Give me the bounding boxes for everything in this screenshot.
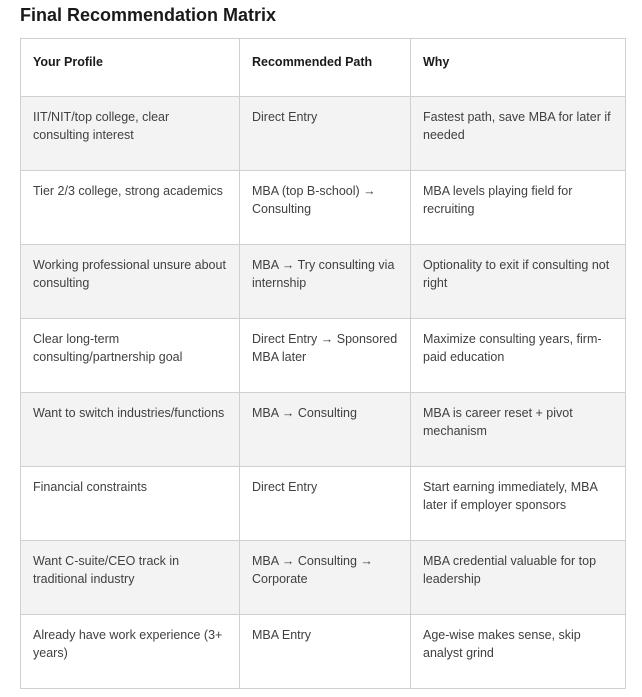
recommended-path-cell: MBA → Consulting <box>240 393 411 467</box>
column-header-why: Why <box>411 39 626 97</box>
why-cell: Fastest path, save MBA for later if needed <box>411 97 626 171</box>
profile-cell: Working professional unsure about consulting <box>21 245 240 319</box>
table-row <box>21 393 626 467</box>
table-row <box>21 171 626 245</box>
why-cell: MBA is career reset + pivot mechanism <box>411 393 626 467</box>
table-body <box>21 97 626 689</box>
column-header-profile: Your Profile <box>21 39 240 97</box>
why-cell: Age-wise makes sense, skip analyst grind <box>411 615 626 689</box>
why-cell: Maximize consulting years, firm-paid education <box>411 319 626 393</box>
profile-cell: Financial constraints <box>21 467 240 541</box>
why-cell: Start earning immediately, MBA later if employer sponsors <box>411 467 626 541</box>
column-header-recommended-path: Recommended Path <box>240 39 411 97</box>
why-cell: MBA levels playing field for recruiting <box>411 171 626 245</box>
recommended-path-cell: MBA (top B-school) → Consulting <box>240 171 411 245</box>
recommendation-matrix-table <box>20 38 626 689</box>
page-title: Final Recommendation Matrix <box>20 5 277 25</box>
profile-cell: Already have work experience (3+ years) <box>21 615 240 689</box>
table-row <box>21 97 626 171</box>
table-row <box>21 467 626 541</box>
table-row <box>21 245 626 319</box>
table-row <box>21 319 626 393</box>
table-header-row <box>21 39 626 97</box>
recommended-path-cell: Direct Entry <box>240 467 411 541</box>
why-cell: Optionality to exit if consulting not right <box>411 245 626 319</box>
recommended-path-cell: Direct Entry → Sponsored MBA later <box>240 319 411 393</box>
profile-cell: Want to switch industries/functions <box>21 393 240 467</box>
profile-cell: Clear long-term consulting/partnership goal <box>21 319 240 393</box>
table-row <box>21 615 626 689</box>
recommended-path-cell: MBA → Try consulting via internship <box>240 245 411 319</box>
table-row <box>21 541 626 615</box>
profile-cell: Want C-suite/CEO track in traditional industry <box>21 541 240 615</box>
table-header <box>21 39 626 97</box>
recommended-path-cell: Direct Entry <box>240 97 411 171</box>
profile-cell: IIT/NIT/top college, clear consulting interest <box>21 97 240 171</box>
why-cell: MBA credential valuable for top leadership <box>411 541 626 615</box>
recommended-path-cell: MBA Entry <box>240 615 411 689</box>
profile-cell: Tier 2/3 college, strong academics <box>21 171 240 245</box>
recommended-path-cell: MBA → Consulting → Corporate <box>240 541 411 615</box>
